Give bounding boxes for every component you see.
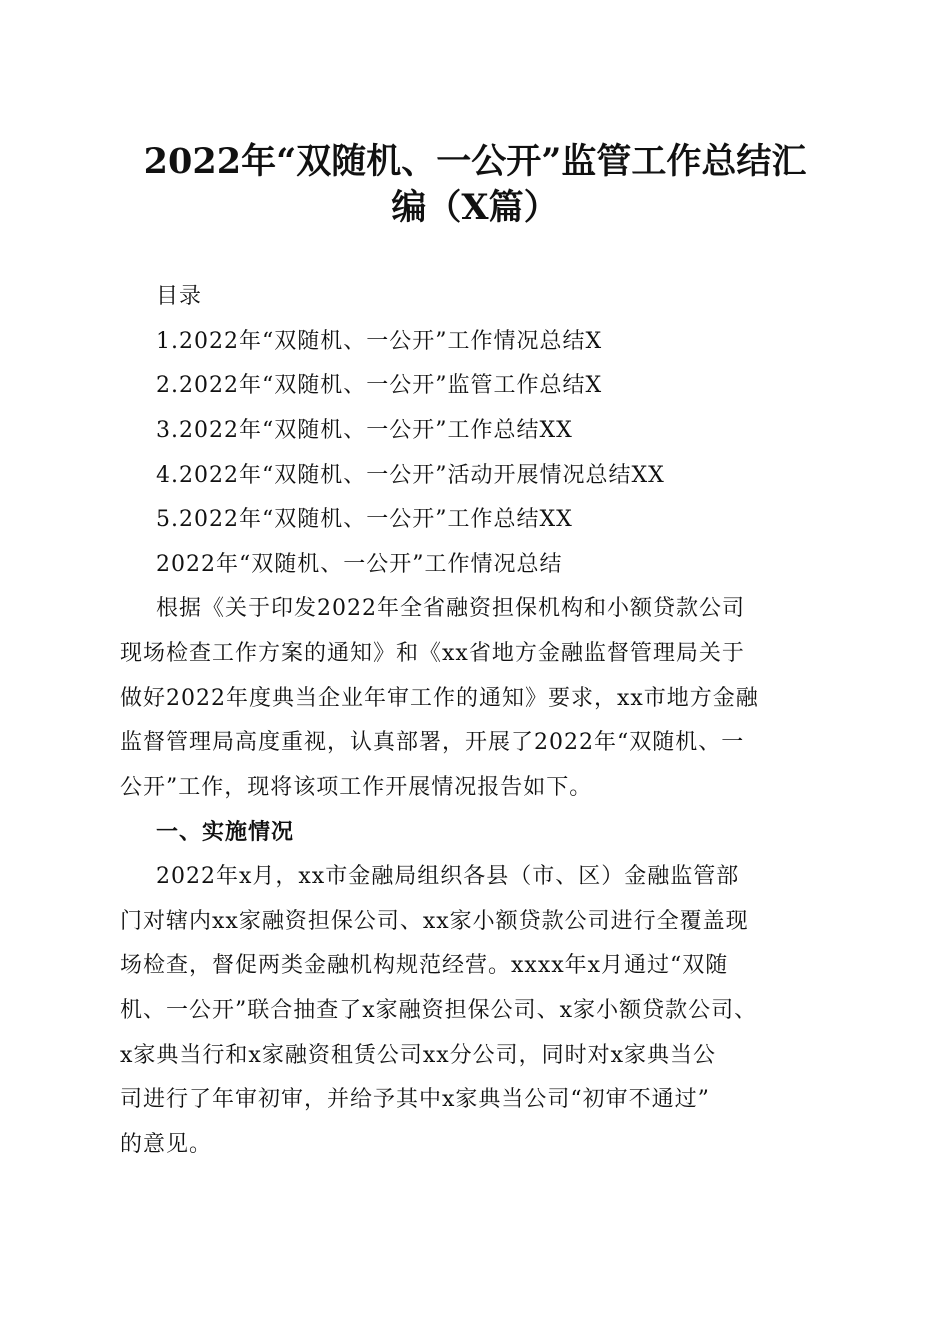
intro-line-2: 现场检查工作方案的通知》和《xx省地方金融监督管理局关于: [120, 641, 745, 666]
section-heading: 一、实施情况: [156, 820, 295, 845]
toc-item-4: 4.2022年“双随机、一公开”活动开展情况总结XX: [156, 463, 665, 488]
section-line-7: 的意见。: [120, 1132, 213, 1157]
toc-item-2: 2.2022年“双随机、一公开”监管工作总结X: [156, 373, 603, 398]
toc-item-5: 5.2022年“双随机、一公开”工作总结XX: [156, 507, 573, 532]
section-line-6: 司进行了年审初审，并给予其中x家典当公司“初审不通过”: [120, 1087, 710, 1112]
section-line-3: 场检查，督促两类金融机构规范经营。xxxx年x月通过“双随: [120, 953, 729, 978]
intro-line-4: 监督管理局高度重视，认真部署，开展了2022年“双随机、一: [120, 730, 745, 755]
article-title: 2022年“双随机、一公开”工作情况总结: [156, 552, 563, 577]
document-title-line-2: 编（X篇）: [391, 187, 559, 228]
toc-item-1: 1.2022年“双随机、一公开”工作情况总结X: [156, 329, 603, 354]
section-line-2: 门对辖内xx家融资担保公司、xx家小额贷款公司进行全覆盖现: [120, 909, 749, 934]
section-line-1: 2022年x月，xx市金融局组织各县（市、区）金融监管部: [156, 864, 740, 889]
intro-line-5: 公开”工作，现将该项工作开展情况报告如下。: [120, 775, 593, 800]
document-title-line-1: 2022年“双随机、一公开”监管工作总结汇: [143, 141, 807, 182]
toc-item-3: 3.2022年“双随机、一公开”工作总结XX: [156, 418, 573, 443]
intro-line-3: 做好2022年度典当企业年审工作的通知》要求，xx市地方金融: [120, 686, 759, 711]
intro-line-1: 根据《关于印发2022年全省融资担保机构和小额贷款公司: [156, 596, 745, 621]
section-line-4: 机、一公开”联合抽查了x家融资担保公司、x家小额贷款公司、: [120, 998, 758, 1023]
toc-heading: 目录: [156, 284, 203, 309]
section-line-5: x家典当行和x家融资租赁公司xx分公司，同时对x家典当公: [120, 1043, 717, 1068]
